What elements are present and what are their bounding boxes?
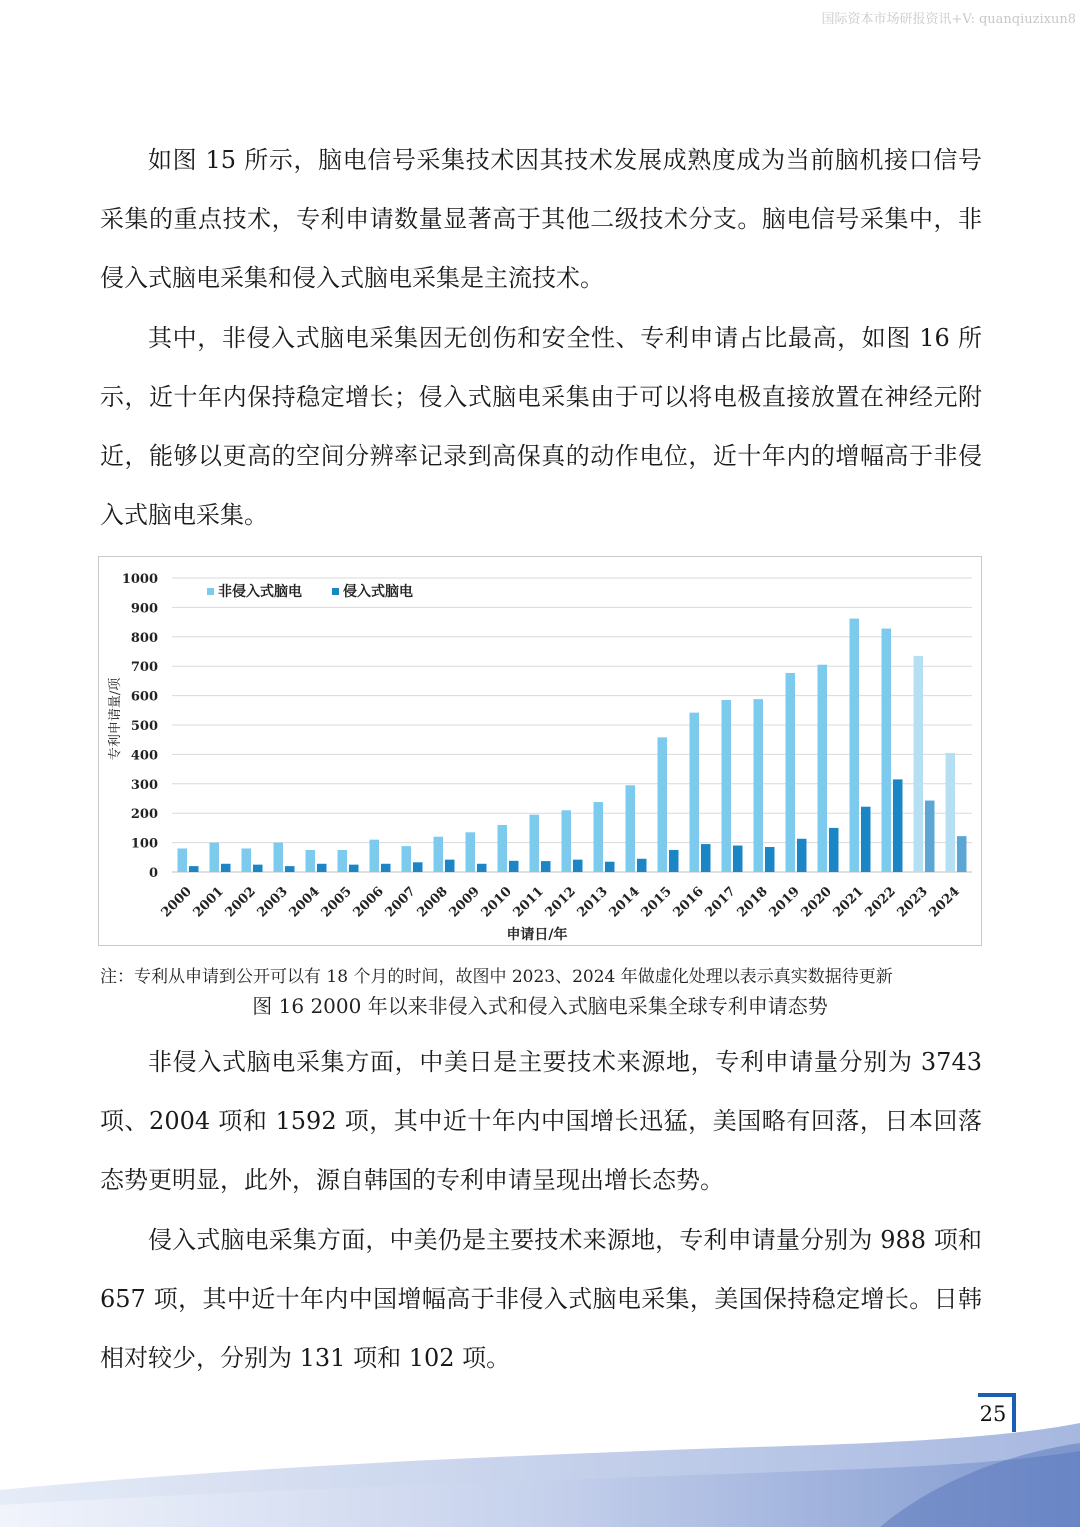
y-tick-label: 200 [130, 807, 158, 823]
bar-invasive [765, 847, 775, 872]
bar-noninvasive [850, 619, 860, 872]
bar-invasive [957, 836, 967, 872]
x-tick-label: 2015 [638, 884, 675, 921]
x-tick-label: 2001 [190, 884, 227, 921]
bar-noninvasive [242, 848, 252, 872]
x-tick-label: 2008 [414, 884, 451, 921]
page-number: 25 [979, 1402, 1007, 1426]
x-tick-label: 2023 [894, 884, 931, 921]
bar-invasive [797, 839, 807, 872]
x-tick-label: 2003 [254, 884, 291, 921]
bar-invasive [605, 862, 615, 872]
bar-invasive [189, 866, 199, 872]
y-axis-label: 专利申请量/项 [108, 677, 123, 761]
bar-invasive [445, 860, 455, 872]
x-tick-label: 2017 [702, 884, 739, 921]
bar-noninvasive [402, 846, 412, 872]
bar-noninvasive [722, 700, 732, 872]
bar-noninvasive [370, 840, 380, 872]
y-tick-label: 800 [130, 630, 158, 646]
paragraph-2: 其中，非侵入式脑电采集因无创伤和安全性、专利申请占比最高，如图 16 所示，近十年内保持稳定增长；侵入式脑电采集由于可以将电极直接放置在神经元附近，能够以更高的空间分辨率记录到高保真的动作电位，近十年内的增幅高于非侵入式脑电采集。 [100, 324, 982, 529]
bar-noninvasive [210, 843, 220, 872]
y-tick-label: 1000 [121, 572, 158, 587]
x-tick-label: 2014 [606, 884, 643, 921]
bar-noninvasive [178, 848, 188, 872]
legend-label: 非侵入式脑电 [218, 584, 302, 600]
figure-caption: 图 16 2000 年以来非侵入式和侵入式脑电采集全球专利申请态势 [252, 994, 828, 1018]
bar-invasive [701, 844, 711, 872]
chart-figure [98, 556, 982, 946]
bar-noninvasive [306, 850, 316, 872]
x-tick-label: 2005 [318, 884, 355, 921]
y-tick-label: 900 [130, 601, 158, 617]
legend-swatch [207, 588, 214, 595]
y-tick-label: 300 [130, 777, 158, 793]
x-tick-label: 2020 [798, 884, 835, 921]
x-tick-label: 2000 [158, 884, 195, 921]
bar-noninvasive [658, 737, 668, 872]
bar-invasive [541, 861, 551, 872]
paragraph-3: 非侵入式脑电采集方面，中美日是主要技术来源地，专利申请量分别为 3743 项、2004 项和 1592 项，其中近十年内中国增长迅猛，美国略有回落，日本回落态势更明显，此外，源自韩国的专利申请呈现出增长态势。 [100, 1048, 982, 1194]
bar-noninvasive [754, 699, 764, 872]
legend-label: 侵入式脑电 [343, 584, 413, 600]
x-tick-label: 2021 [830, 884, 867, 921]
bar-invasive [349, 865, 359, 872]
bar-invasive [573, 860, 583, 872]
y-tick-label: 400 [130, 748, 158, 764]
x-tick-label: 2009 [446, 884, 483, 921]
bar-invasive [381, 864, 391, 872]
bar-noninvasive [530, 815, 540, 872]
x-tick-label: 2024 [926, 884, 963, 921]
bar-invasive [253, 865, 263, 872]
x-tick-label: 2007 [382, 884, 419, 921]
bar-invasive [413, 862, 423, 872]
bar-noninvasive [786, 673, 796, 872]
bar-noninvasive [562, 810, 572, 872]
bar-invasive [669, 850, 679, 872]
paragraph-1: 如图 15 所示，脑电信号采集技术因其技术发展成熟度成为当前脑机接口信号采集的重点技术，专利申请数量显著高于其他二级技术分支。脑电信号采集中，非侵入式脑电采集和侵入式脑电采集是主流技术。 [100, 146, 982, 292]
bar-invasive [733, 846, 743, 872]
bar-invasive [285, 866, 295, 872]
bar-invasive [221, 864, 231, 872]
bar-invasive [509, 861, 519, 872]
x-tick-label: 2013 [574, 884, 611, 921]
bar-invasive [317, 864, 327, 872]
bar-noninvasive [914, 656, 924, 872]
x-axis-label: 申请日/年 [506, 927, 568, 943]
legend-swatch [332, 588, 339, 595]
bar-noninvasive [274, 843, 284, 872]
bar-invasive [829, 828, 839, 872]
x-tick-label: 2012 [542, 884, 579, 921]
bar-noninvasive [946, 753, 956, 872]
x-tick-label: 2022 [862, 884, 899, 921]
footer-wave-decoration [0, 1395, 1080, 1527]
bar-noninvasive [818, 665, 828, 872]
bar-noninvasive [594, 802, 604, 872]
bar-invasive [925, 801, 935, 872]
x-tick-label: 2019 [766, 884, 803, 921]
paragraph-4: 侵入式脑电采集方面，中美仍是主要技术来源地，专利申请量分别为 988 项和 657 项，其中近十年内中国增幅高于非侵入式脑电采集，美国保持稳定增长。日韩相对较少，分别为 131 项和 102 项。 [100, 1226, 982, 1372]
bar-noninvasive [498, 825, 508, 872]
y-tick-label: 600 [130, 689, 158, 705]
y-tick-label: 700 [130, 660, 158, 676]
bar-noninvasive [626, 785, 636, 872]
x-tick-label: 2002 [222, 884, 259, 921]
bar-invasive [893, 779, 903, 872]
x-tick-label: 2016 [670, 884, 707, 921]
bar-noninvasive [882, 629, 892, 872]
watermark: 国际资本市场研报资讯+V: quanqiuzixun8 [821, 12, 1076, 27]
bar-noninvasive [338, 850, 348, 872]
chart-note: 注：专利从申请到公开可以有 18 个月的时间，故图中 2023、2024 年做虚化处理以表示真实数据待更新 [100, 967, 893, 987]
bar-noninvasive [466, 832, 476, 872]
bar-chart [99, 557, 983, 947]
bar-noninvasive [434, 837, 444, 872]
x-tick-label: 2018 [734, 884, 771, 921]
y-tick-label: 500 [130, 719, 158, 734]
bar-invasive [637, 859, 647, 872]
x-tick-label: 2010 [478, 884, 515, 921]
x-tick-label: 2004 [286, 884, 323, 921]
y-tick-label: 0 [148, 866, 158, 881]
bar-invasive [477, 864, 487, 872]
y-tick-label: 100 [130, 836, 158, 852]
bar-noninvasive [690, 713, 700, 872]
x-tick-label: 2006 [350, 884, 387, 921]
x-tick-label: 2011 [510, 884, 547, 921]
bar-invasive [861, 807, 871, 872]
